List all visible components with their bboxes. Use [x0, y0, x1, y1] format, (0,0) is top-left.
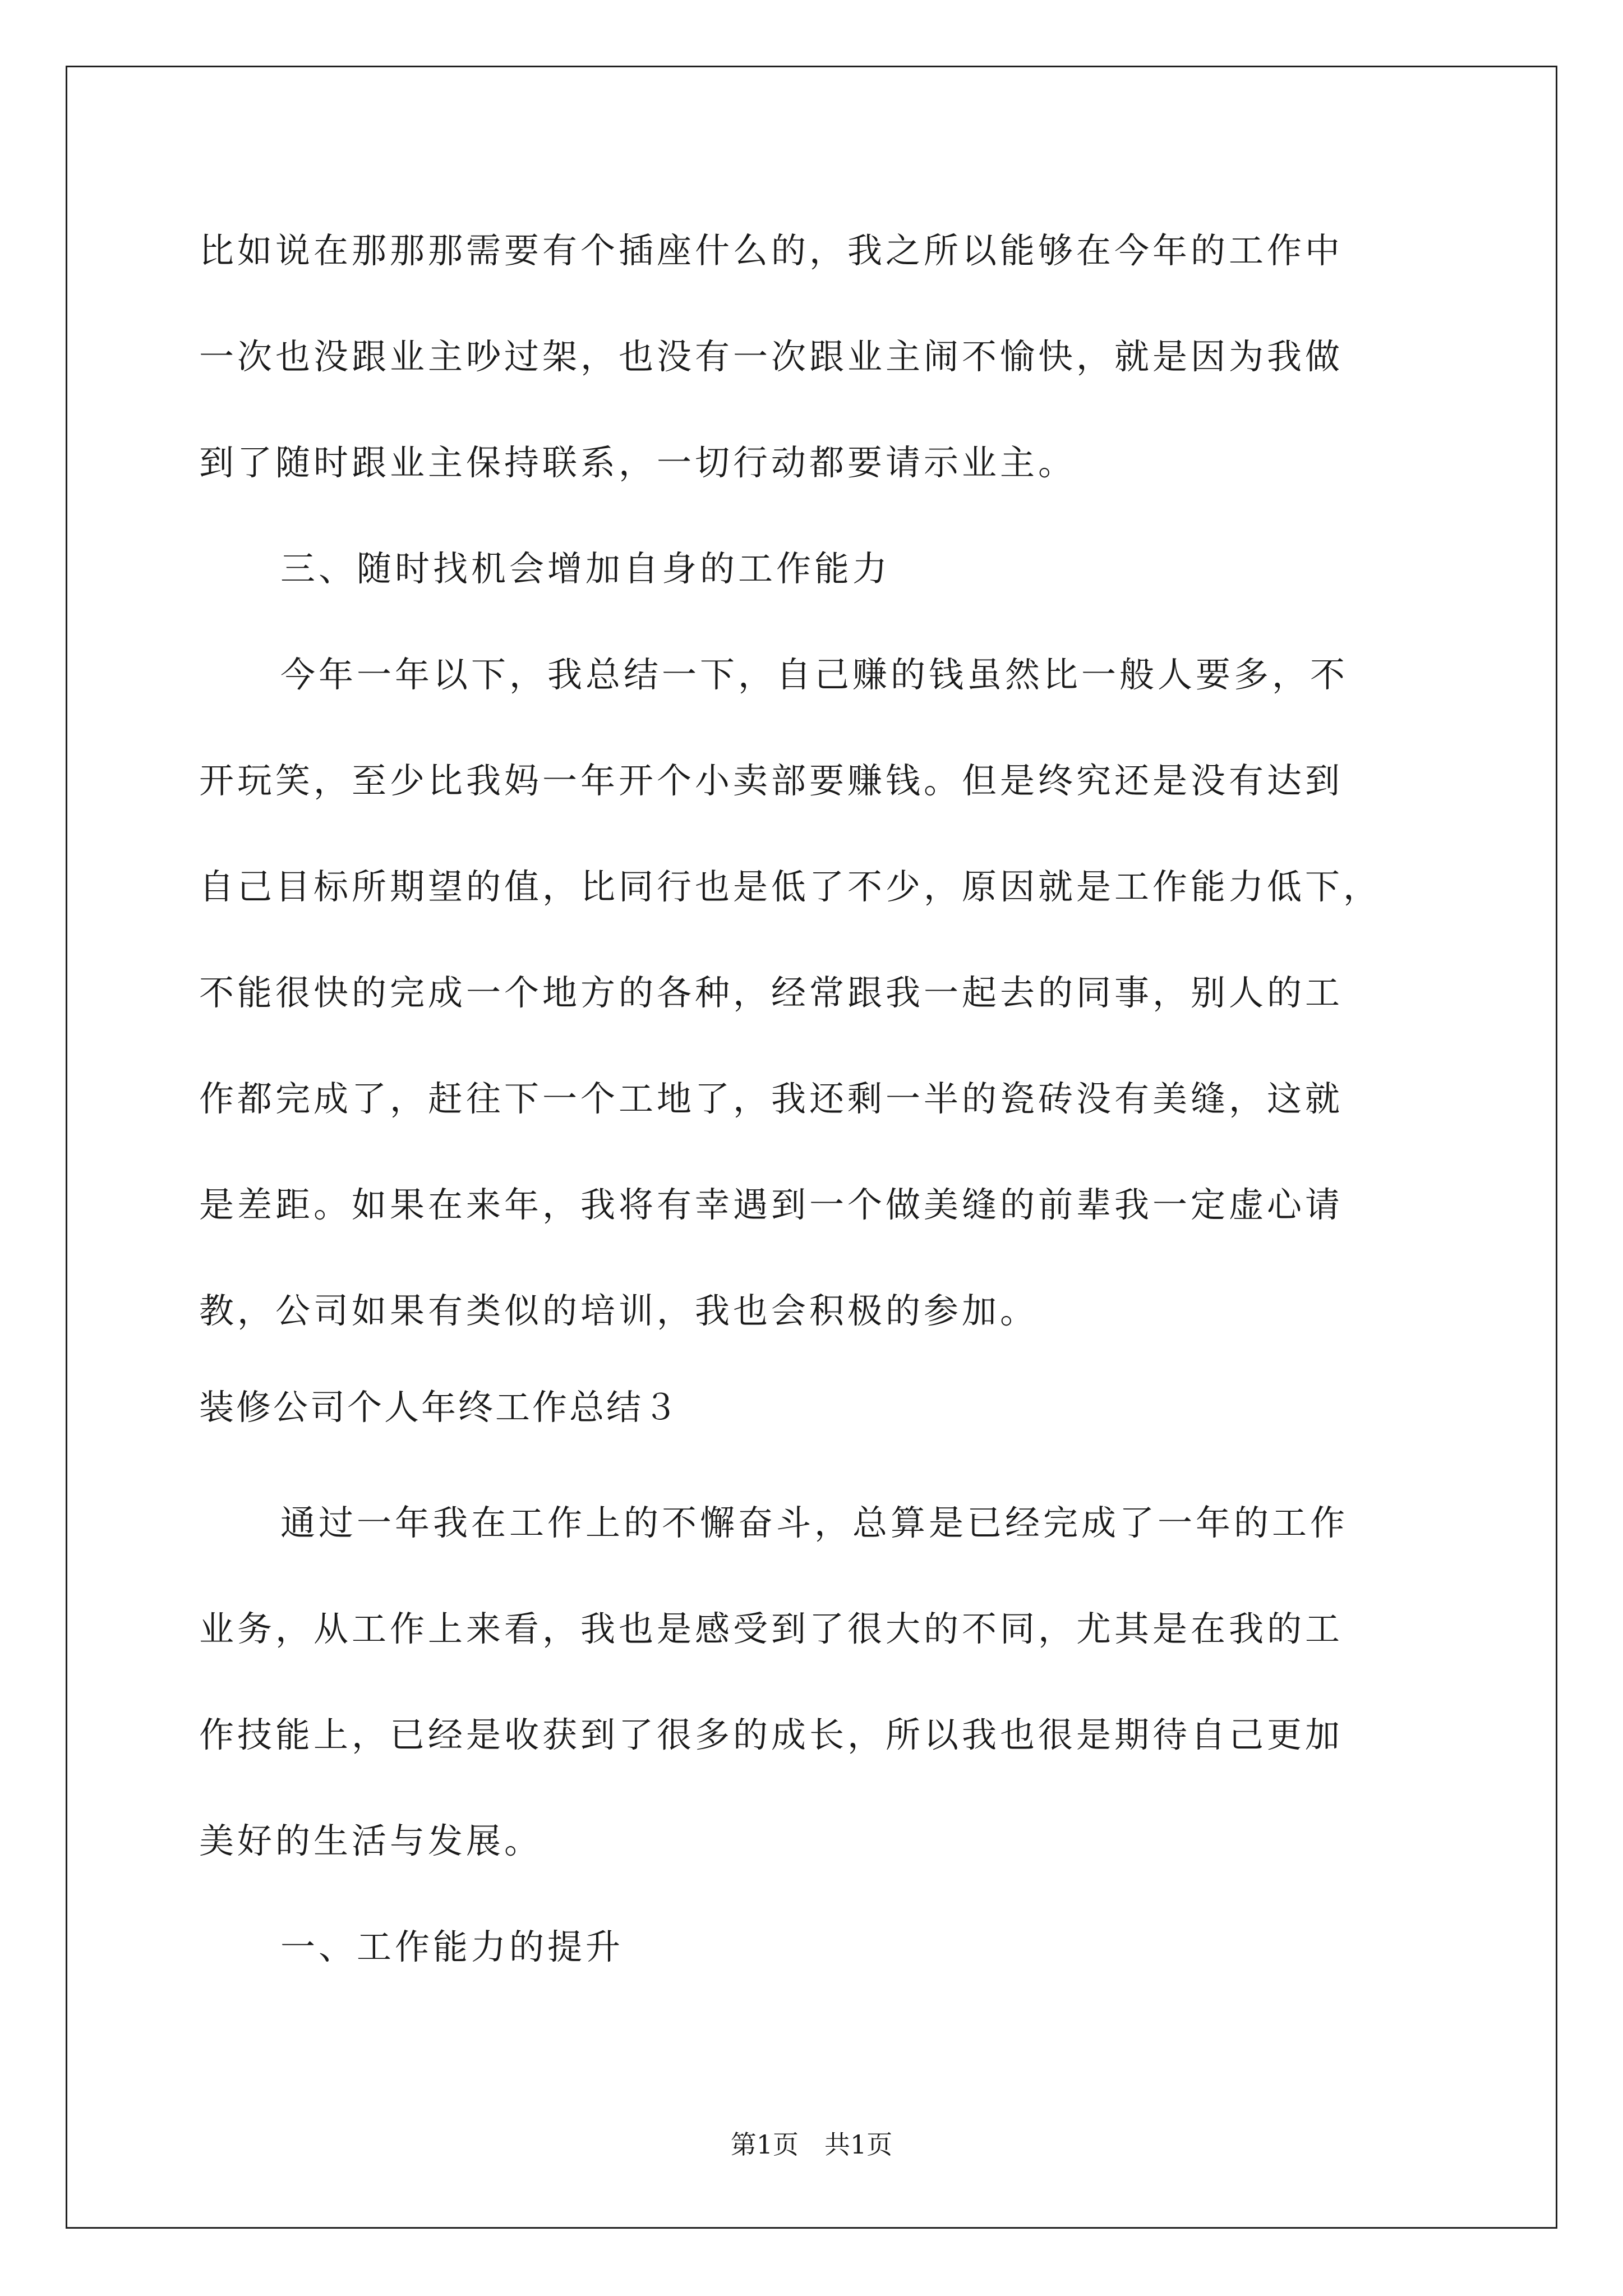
document-title: 装修公司个人年终工作总结３: [199, 1387, 681, 1428]
body-line: 作技能上，已经是收获到了很多的成长，所以我也很是期待自己更加: [199, 1714, 1344, 1755]
body-line: 业务，从工作上来看，我也是感受到了很大的不同，尤其是在我的工: [199, 1608, 1344, 1649]
body-line: 到了随时跟业主保持联系，一切行动都要请示业主。: [199, 442, 1077, 483]
body-line: 开玩笑，至少比我妈一年开个小卖部要赚钱。但是终究还是没有达到: [199, 760, 1344, 801]
section-heading: 三、随时找机会增加自身的工作能力: [280, 548, 891, 589]
page-border: [66, 66, 1557, 2229]
body-line: 美好的生活与发展。: [199, 1820, 543, 1861]
body-line: 不能很快的完成一个地方的各种，经常跟我一起去的同事，别人的工: [199, 972, 1344, 1013]
section-heading: 一、工作能力的提升: [280, 1926, 624, 1967]
body-line: 作都完成了，赶往下一个工地了，我还剩一半的瓷砖没有美缝，这就: [199, 1078, 1344, 1119]
body-line: 是差距。如果在来年，我将有幸遇到一个做美缝的前辈我一定虚心请: [199, 1184, 1344, 1225]
body-line: 比如说在那那那需要有个插座什么的，我之所以能够在今年的工作中: [199, 230, 1344, 271]
body-line: 教，公司如果有类似的培训，我也会积极的参加。: [199, 1290, 1039, 1331]
body-line: 今年一年以下，我总结一下，自己赚的钱虽然比一般人要多，不: [280, 654, 1349, 695]
body-line: 通过一年我在工作上的不懈奋斗，总算是已经完成了一年的工作: [280, 1502, 1349, 1543]
page-number: 第1页 共1页: [730, 2129, 893, 2160]
body-line: 自己目标所期望的值，比同行也是低了不少，原因就是工作能力低下，: [199, 866, 1382, 907]
body-line: 一次也没跟业主吵过架，也没有一次跟业主闹不愉快，就是因为我做: [199, 336, 1344, 377]
